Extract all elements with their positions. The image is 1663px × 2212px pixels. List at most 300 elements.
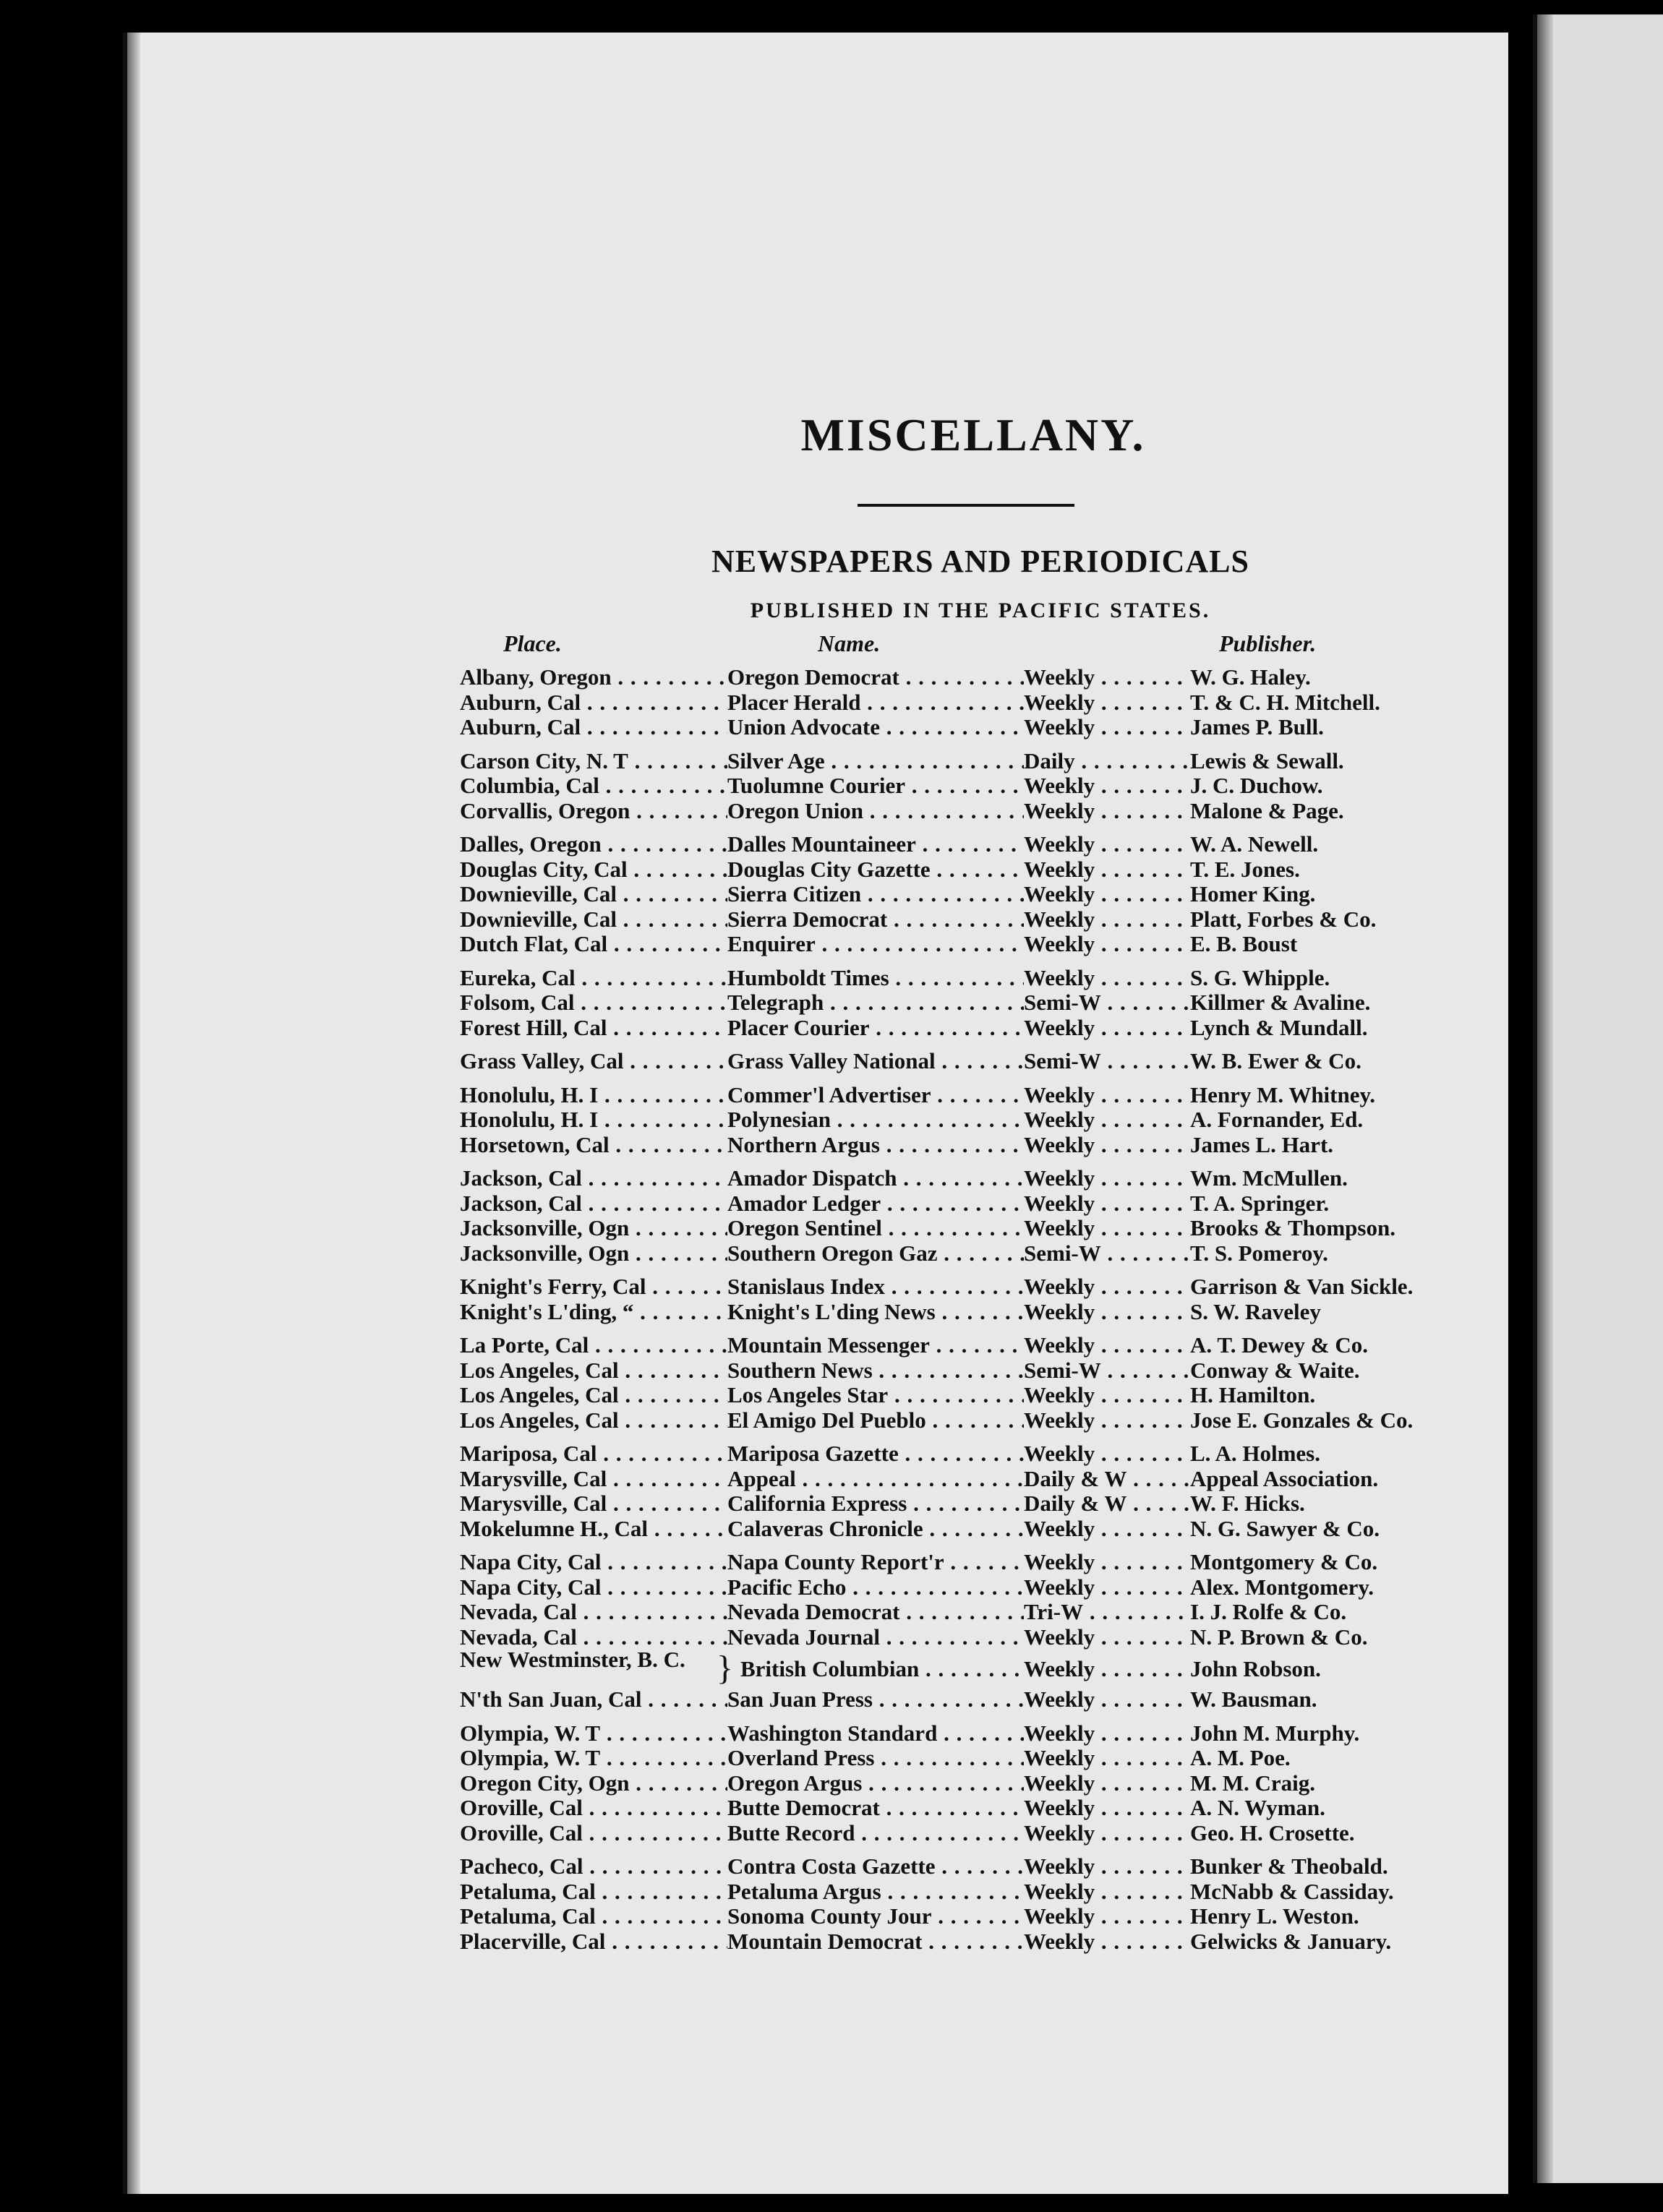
entry-publisher: W. Bausman. <box>1190 1686 1317 1712</box>
entry-place-cell <box>460 1721 727 1746</box>
leader-dots <box>1095 690 1190 715</box>
entry-place: Downieville, Cal <box>460 882 617 906</box>
entry-place: Petaluma, Cal <box>460 1904 596 1929</box>
entry-place-cell <box>460 715 727 740</box>
entry-publisher: T. S. Pomeroy. <box>1190 1240 1328 1266</box>
entry-frequency-cell <box>1024 1049 1190 1074</box>
list-item <box>460 1647 1501 1687</box>
entry-frequency-cell <box>1024 1408 1190 1433</box>
entry-publisher: T. A. Springer. <box>1190 1190 1330 1216</box>
entry-name-cell <box>727 1771 1024 1796</box>
leader-dots <box>846 1575 1024 1600</box>
entry-frequency: Weekly <box>1024 1796 1095 1820</box>
entry-name: Knight's L'ding News <box>727 1299 936 1324</box>
entry-name-cell <box>727 1274 1024 1300</box>
leader-dots <box>619 1358 727 1383</box>
leader-dots <box>1095 1929 1190 1954</box>
list-item <box>460 1133 1501 1158</box>
entry-frequency: Weekly <box>1024 1746 1095 1770</box>
leader-dots <box>600 1746 727 1770</box>
leader-dots <box>889 966 1024 990</box>
entry-name: Napa County Report'r <box>727 1550 944 1574</box>
entry-place: Olympia, W. T <box>460 1746 601 1770</box>
entry-frequency-cell <box>1024 1575 1190 1600</box>
facing-page-edge <box>1533 14 1663 2183</box>
entry-place-cell <box>460 907 727 933</box>
leader-dots <box>936 1049 1024 1073</box>
leader-dots <box>873 1687 1024 1712</box>
entry-publisher: I. J. Rolfe & Co. <box>1190 1599 1347 1624</box>
entry-frequency: Semi-W <box>1024 1049 1101 1073</box>
entry-place-cell <box>460 1358 727 1384</box>
entry-frequency: Weekly <box>1024 1720 1095 1746</box>
list-item <box>460 1083 1501 1108</box>
entry-place: Horsetown, Cal <box>460 1132 610 1157</box>
entry-publisher: James L. Hart. <box>1190 1131 1334 1157</box>
entry-publisher: E. B. Boust <box>1190 931 1298 956</box>
entry-name: Polynesian <box>727 1107 831 1132</box>
entry-publisher: W. B. Ewer & Co. <box>1190 1048 1361 1073</box>
entry-frequency-cell <box>1024 1746 1190 1771</box>
entry-frequency-cell <box>1024 1904 1190 1929</box>
entry-place-cell <box>460 857 727 883</box>
entry-publisher: T. & C. H. Mitchell. <box>1190 689 1380 715</box>
list-item <box>460 1625 1501 1650</box>
entry-publisher: A. Fornander, Ed. <box>1190 1107 1364 1132</box>
leader-dots <box>577 1600 727 1624</box>
section-subtitle: PUBLISHED IN THE PACIFIC STATES. <box>750 599 1211 622</box>
list-item <box>460 1441 1501 1467</box>
leader-dots <box>602 1575 728 1600</box>
leader-dots <box>1095 1904 1190 1929</box>
leader-dots <box>916 832 1024 857</box>
leader-dots <box>1095 1687 1190 1712</box>
entry-place-cell <box>460 690 727 716</box>
entry-frequency: Weekly <box>1024 1904 1095 1929</box>
leader-dots <box>1095 857 1190 882</box>
entry-publisher: Gelwicks & January. <box>1190 1928 1392 1954</box>
entry-frequency: Weekly <box>1024 1687 1095 1712</box>
entry-frequency-cell <box>1024 1771 1190 1796</box>
entry-place-cell <box>460 1166 727 1191</box>
entry-place: Albany, Oregon <box>460 665 612 690</box>
entry-name-cell <box>727 690 1024 716</box>
leader-dots <box>582 1166 727 1191</box>
entry-group <box>460 832 1501 957</box>
leader-dots <box>932 1904 1025 1929</box>
entry-name-cell <box>727 1049 1024 1074</box>
list-item <box>460 1746 1501 1771</box>
entry-name: Mountain Messenger <box>727 1333 930 1358</box>
entry-publisher: W. A. Newell. <box>1190 831 1319 857</box>
entry-publisher: S. W. Raveley <box>1190 1298 1321 1324</box>
entry-name: Contra Costa Gazette <box>727 1854 936 1879</box>
entry-frequency: Weekly <box>1024 1082 1095 1107</box>
leader-dots <box>577 1625 727 1650</box>
entry-name-cell <box>727 773 1024 799</box>
leader-dots <box>1095 1274 1190 1299</box>
entry-group <box>460 749 1501 824</box>
entry-publisher: Malone & Page. <box>1190 797 1344 823</box>
leader-dots <box>1095 1879 1190 1904</box>
entry-frequency-cell <box>1024 1821 1190 1846</box>
entry-place: Oregon City, Ogn <box>460 1770 630 1796</box>
entry-name-cell <box>727 1575 1024 1600</box>
leader-dots <box>1095 1408 1190 1433</box>
leader-dots <box>1095 1216 1190 1240</box>
leader-dots <box>907 1491 1024 1516</box>
entry-place-cell <box>460 1575 727 1600</box>
leader-dots <box>888 1383 1024 1407</box>
entry-name-cell <box>727 1904 1024 1929</box>
column-headers <box>460 630 1501 662</box>
entry-publisher: S. G. Whipple. <box>1190 964 1330 990</box>
leader-dots <box>880 1625 1024 1650</box>
entry-publisher: Henry L. Weston. <box>1190 1903 1359 1929</box>
leader-dots <box>931 1083 1024 1107</box>
entry-place: Oroville, Cal <box>460 1820 583 1846</box>
leader-dots <box>619 1383 727 1407</box>
leader-dots <box>796 1467 1024 1491</box>
entry-place-cell <box>460 1383 727 1408</box>
entry-publisher: Platt, Forbes & Co. <box>1190 906 1377 932</box>
brace-mark: } <box>717 1649 734 1687</box>
entry-name-cell <box>727 1796 1024 1821</box>
entry-publisher: Bunker & Theobald. <box>1190 1853 1388 1879</box>
entry-publisher: Brooks & Thompson. <box>1190 1215 1395 1240</box>
entry-place-cell <box>460 1550 727 1575</box>
leader-dots <box>1095 832 1190 857</box>
leader-dots <box>880 1796 1024 1820</box>
entry-place-cell <box>460 1467 727 1492</box>
leader-dots <box>880 1133 1024 1157</box>
list-item <box>460 990 1501 1016</box>
entry-place-cell <box>460 1333 727 1358</box>
leader-dots <box>1101 1049 1190 1073</box>
entry-place-cell <box>460 882 727 907</box>
entry-name-cell <box>727 1746 1024 1771</box>
entry-place-cell <box>460 1796 727 1821</box>
leader-dots <box>628 749 727 773</box>
entry-name-cell <box>727 1383 1024 1408</box>
entry-name-cell <box>727 990 1024 1016</box>
entry-frequency: Daily & W <box>1024 1466 1127 1491</box>
entry-name-cell <box>727 1441 1024 1467</box>
leader-dots <box>1095 1625 1190 1650</box>
entry-name-cell <box>727 1133 1024 1158</box>
list-item <box>460 1166 1501 1191</box>
list-item <box>460 1358 1501 1384</box>
list-item <box>460 1016 1501 1041</box>
entry-place: Folsom, Cal <box>460 990 575 1015</box>
list-item <box>460 799 1501 824</box>
entry-frequency-cell <box>1024 773 1190 799</box>
list-item <box>460 1491 1501 1517</box>
entry-name-cell <box>727 966 1024 991</box>
entry-place-cell <box>460 1904 727 1929</box>
entry-frequency-cell <box>1024 1929 1190 1955</box>
entry-publisher: Lynch & Mundall. <box>1190 1014 1368 1040</box>
leader-dots <box>1095 1333 1190 1358</box>
entry-name: Butte Record <box>727 1820 855 1846</box>
leader-dots <box>602 1550 728 1574</box>
entry-frequency-cell <box>1024 966 1190 991</box>
entry-frequency-cell <box>1024 1191 1190 1217</box>
entry-frequency-cell <box>1024 1600 1190 1625</box>
leader-dots <box>583 1854 727 1879</box>
entry-name: Oregon Democrat <box>727 665 899 690</box>
entry-frequency: Weekly <box>1024 665 1095 690</box>
entry-publisher: John M. Murphy. <box>1190 1720 1360 1746</box>
entry-place-cell <box>460 1491 727 1517</box>
entry-frequency-cell <box>1024 749 1190 774</box>
entry-place: Forest Hill, Cal <box>460 1015 607 1040</box>
entry-name: Silver Age <box>727 748 825 773</box>
entry-name: Washington Standard <box>727 1720 938 1746</box>
entry-name-cell <box>727 1854 1024 1879</box>
leader-dots <box>581 690 727 715</box>
entry-place: La Porte, Cal <box>460 1333 589 1358</box>
leader-dots <box>582 1191 727 1216</box>
list-item <box>460 932 1501 957</box>
entry-name: Sonoma County Jour <box>727 1904 932 1929</box>
entry-frequency: Weekly <box>1024 798 1095 823</box>
entry-place-cell <box>460 932 727 957</box>
entry-place-cell <box>460 1049 727 1074</box>
entry-name: Enquirer <box>727 932 816 956</box>
entry-name-cell <box>727 1929 1024 1955</box>
entry-frequency-cell <box>1024 1687 1190 1712</box>
leader-dots <box>882 1216 1024 1240</box>
entry-frequency-cell <box>1024 1854 1190 1879</box>
entry-place: Knight's Ferry, Cal <box>460 1274 646 1299</box>
entry-name-cell <box>727 1166 1024 1191</box>
entry-group <box>460 1721 1501 1846</box>
entry-name: British Columbian <box>740 1657 920 1681</box>
entry-frequency-cell <box>1024 1879 1190 1905</box>
entry-name-cell <box>727 749 1024 774</box>
leader-dots <box>1095 1771 1190 1796</box>
entry-place-cell <box>460 1821 727 1846</box>
leader-dots <box>875 1746 1025 1770</box>
entry-place: Jacksonville, Ogn <box>460 1240 630 1266</box>
leader-dots <box>599 773 727 798</box>
leader-dots <box>628 857 727 882</box>
leader-dots <box>1095 1191 1190 1216</box>
entry-name: Mountain Democrat <box>727 1929 923 1954</box>
leader-dots <box>619 1408 727 1433</box>
leader-dots <box>861 690 1024 715</box>
leader-dots <box>596 1879 727 1904</box>
entry-frequency-cell <box>1024 857 1190 883</box>
entry-place: Los Angeles, Cal <box>460 1407 619 1433</box>
entry-place: Petaluma, Cal <box>460 1879 596 1904</box>
entry-name-cell <box>727 715 1024 740</box>
entry-place-cell <box>460 1300 727 1325</box>
list-item <box>460 1771 1501 1796</box>
entry-name: Calaveras Chronicle <box>727 1516 923 1541</box>
list-item <box>460 832 1501 857</box>
entry-publisher: Conway & Waite. <box>1190 1357 1360 1383</box>
leader-dots <box>598 1083 727 1107</box>
entry-name-cell <box>727 1467 1024 1492</box>
entry-frequency-cell <box>1024 1274 1190 1300</box>
leader-dots <box>1095 1657 1190 1681</box>
leader-dots <box>931 857 1024 882</box>
entry-name-cell <box>727 932 1024 957</box>
entry-place-cell <box>460 773 727 799</box>
entry-frequency: Weekly <box>1024 1854 1095 1879</box>
list-item <box>460 1191 1501 1217</box>
list-item <box>460 1821 1501 1846</box>
page-content <box>460 408 1501 1963</box>
leader-dots <box>1127 1467 1190 1491</box>
entry-publisher: A. M. Poe. <box>1190 1745 1291 1770</box>
entry-group <box>460 1274 1501 1324</box>
leader-dots <box>617 907 727 932</box>
leader-dots <box>881 1191 1024 1216</box>
leader-dots <box>1095 799 1190 823</box>
leader-dots <box>1095 1821 1190 1846</box>
column-header-publisher: Publisher. <box>1219 630 1317 656</box>
list-item <box>460 1904 1501 1929</box>
list-item <box>460 1107 1501 1133</box>
entry-publisher: Alex. Montgomery. <box>1190 1574 1374 1600</box>
entry-place-cell <box>460 1016 727 1041</box>
entry-frequency: Weekly <box>1024 857 1095 882</box>
entry-frequency: Weekly <box>1024 1107 1095 1132</box>
entry-place: Grass Valley, Cal <box>460 1049 624 1073</box>
entry-name: Telegraph <box>727 990 824 1015</box>
entry-frequency-cell <box>1024 690 1190 716</box>
leader-dots <box>1083 1600 1190 1624</box>
leader-dots <box>1095 1016 1190 1040</box>
book-page <box>123 33 1508 2194</box>
entry-publisher: M. M. Craig. <box>1190 1770 1316 1796</box>
entry-name-cell <box>727 1600 1024 1625</box>
entry-place-cell <box>460 1083 727 1108</box>
leader-dots <box>1095 1746 1190 1770</box>
entry-group <box>460 1083 1501 1158</box>
entry-name-cell <box>727 1358 1024 1384</box>
entry-name-cell <box>727 832 1024 857</box>
entry-place: N'th San Juan, Cal <box>460 1687 642 1712</box>
entry-place-cell <box>460 665 727 690</box>
entry-place: Carson City, N. T <box>460 748 628 773</box>
leader-dots <box>936 1854 1024 1879</box>
leader-dots <box>930 1333 1024 1358</box>
entry-place: Downieville, Cal <box>460 906 617 932</box>
entry-name: Oregon Union <box>727 798 864 823</box>
entry-frequency-cell <box>1024 990 1190 1016</box>
entry-group <box>460 1854 1501 1954</box>
list-item <box>460 1796 1501 1821</box>
entry-frequency: Weekly <box>1024 832 1095 857</box>
leader-dots <box>825 749 1024 773</box>
entry-publisher: Garrison & Van Sickle. <box>1190 1274 1414 1299</box>
entry-name-cell <box>727 1107 1024 1133</box>
entry-name-cell <box>727 1491 1024 1517</box>
entry-frequency: Weekly <box>1024 1216 1095 1240</box>
leader-dots <box>1095 1133 1190 1157</box>
entry-name-cell <box>727 1241 1024 1266</box>
entry-group <box>460 665 1501 740</box>
entry-place: Los Angeles, Cal <box>460 1358 619 1383</box>
entry-group <box>460 1166 1501 1266</box>
leader-dots <box>610 1133 727 1157</box>
leader-dots <box>855 1821 1024 1846</box>
entry-place-cell <box>460 1879 727 1905</box>
entry-frequency: Weekly <box>1024 1516 1095 1541</box>
leader-dots <box>1101 1358 1190 1383</box>
entry-name-cell <box>727 1687 1024 1712</box>
entry-frequency-cell <box>1024 1796 1190 1821</box>
entry-publisher: Lewis & Sewall. <box>1190 747 1344 773</box>
leader-dots <box>642 1687 727 1712</box>
entry-name-cell <box>727 1625 1024 1650</box>
column-header-place: Place. <box>503 630 562 656</box>
list-item <box>460 1408 1501 1433</box>
leader-dots <box>1095 1083 1190 1107</box>
entry-frequency-cell <box>1024 1657 1190 1682</box>
entry-frequency: Weekly <box>1024 1929 1095 1954</box>
entry-place: Honolulu, H. I <box>460 1107 599 1132</box>
entry-frequency: Weekly <box>1024 1550 1095 1574</box>
leader-dots <box>870 1016 1024 1040</box>
entry-name-cell <box>727 1550 1024 1575</box>
list-item <box>460 1550 1501 1575</box>
entry-group <box>460 1333 1501 1433</box>
entry-name-cell <box>727 1083 1024 1108</box>
entry-name: Union Advocate <box>727 715 880 740</box>
leader-dots <box>1095 773 1190 798</box>
entry-frequency: Semi-W <box>1024 1358 1101 1383</box>
entry-publisher: N. G. Sawyer & Co. <box>1190 1515 1380 1541</box>
entry-name: Stanislaus Index <box>727 1274 885 1299</box>
leader-dots <box>1095 932 1190 956</box>
list-item <box>460 690 1501 716</box>
entry-name: Grass Valley National <box>727 1049 936 1073</box>
entry-frequency: Weekly <box>1024 1274 1095 1299</box>
list-item <box>460 1241 1501 1266</box>
entry-frequency: Daily & W <box>1024 1491 1127 1516</box>
list-item <box>460 665 1501 690</box>
entry-frequency: Weekly <box>1024 1820 1095 1846</box>
entry-frequency-cell <box>1024 665 1190 690</box>
entry-name: Oregon Argus <box>727 1770 863 1796</box>
entry-place-cell <box>460 1441 727 1467</box>
entry-frequency-cell <box>1024 1107 1190 1133</box>
leader-dots <box>936 1300 1024 1324</box>
entry-name: Appeal <box>727 1466 796 1491</box>
entry-place: Pacheco, Cal <box>460 1854 583 1879</box>
leader-dots <box>1075 749 1190 773</box>
leader-dots <box>899 1441 1024 1466</box>
entry-name-cell <box>727 1408 1024 1433</box>
entry-name: Sierra Democrat <box>727 906 888 932</box>
entry-frequency-cell <box>1024 1625 1190 1650</box>
entry-publisher: N. P. Brown & Co. <box>1190 1624 1368 1650</box>
leader-dots <box>1095 1550 1190 1574</box>
entry-name: Placer Courier <box>727 1015 870 1040</box>
section-title: NEWSPAPERS AND PERIODICALS <box>711 544 1249 579</box>
entry-publisher: A. T. Dewey & Co. <box>1190 1332 1368 1358</box>
leader-dots <box>923 1517 1024 1541</box>
list-item <box>460 1333 1501 1358</box>
entry-place-cell <box>460 799 727 824</box>
leader-dots <box>873 1358 1024 1383</box>
leader-dots <box>1095 665 1190 690</box>
